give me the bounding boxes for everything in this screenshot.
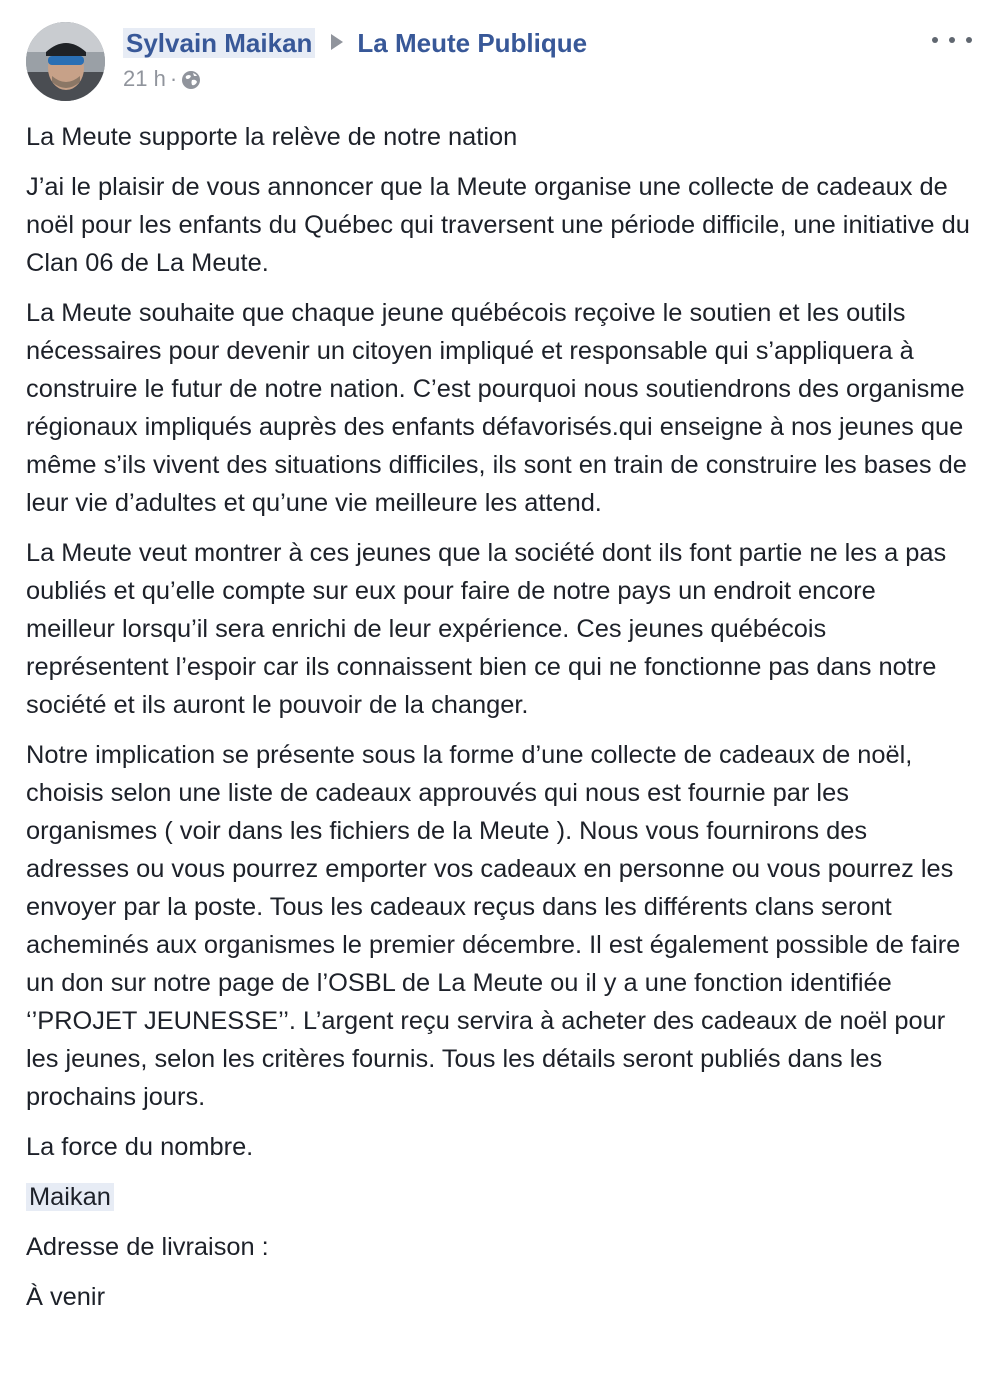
name-line bbox=[123, 26, 587, 60]
post-meta bbox=[123, 66, 587, 96]
mention-line bbox=[26, 1178, 971, 1216]
avatar[interactable] bbox=[26, 22, 105, 101]
post-paragraph: Notre implication se présente sous la forme d’une collecte de cadeaux de noël, choisis selon une liste de cadeaux approuvés qui nous est fournie par les organismes ( voir dans les fichiers de la Meute ). Nous vous fournirons des adresses ou vous pourrez emporter vos cadeaux en personne ou vous pourrez les envoyer par la poste. Tous les cadeaux reçus dans les différents clans seront acheminés aux organismes le premier décembre. Il est également possible de faire un don sur notre page de l’OSBL de La Meute ou il y a une fonction identifiée ‘’PROJET JEUNESSE’’. L’argent reçu servira à acheter des cadeaux de noël pour les jeunes, selon les critères fournis. Tous les détails seront publiés dans les prochains jours. bbox=[26, 741, 961, 1111]
post-paragraph: La Meute souhaite que chaque jeune québécois reçoive le soutien et les outils nécessaires pour devenir un citoyen impliqué et responsable qui s’appliquera à construire le futur de notre nation. C’est pourquoi nous soutiendrons des organisme régionaux impliqués auprès des enfants défavorisés.qui enseigne à nos jeunes que même s’ils vivent des situations difficiles, ils sont en train de construire les bases de leur vie d’adultes et qu’une vie meilleure les attend. bbox=[26, 299, 967, 517]
address-value: À venir bbox=[26, 1283, 106, 1311]
more-dot bbox=[949, 37, 955, 43]
author-name-link[interactable]: Sylvain Maikan bbox=[123, 28, 315, 58]
more-options-icon[interactable] bbox=[932, 28, 972, 52]
header-text bbox=[123, 26, 587, 96]
more-dot bbox=[932, 37, 938, 43]
triangle-right-icon bbox=[331, 34, 343, 50]
address-label: Adresse de livraison : bbox=[26, 1233, 269, 1261]
post-paragraph: La Meute veut montrer à ces jeunes que la société dont ils font partie ne les a pas oubliés et qu’elle compte sur eux pour faire de notre pays un endroit encore meilleur lorsqu’il sera enrichi de leur expérience. Ces jeunes québécois représentent l’espoir car ils connaissent bien ce qui ne fonctionne pas dans notre société et ils auront le pouvoir de la changer. bbox=[26, 539, 947, 719]
post-paragraph: La Meute supporte la relève de notre nation bbox=[26, 123, 518, 151]
post-header bbox=[26, 22, 972, 102]
post-paragraph: J’ai le plaisir de vous annoncer que la Meute organise une collecte de cadeaux de noël pour les enfants du Québec qui traversent une période difficile, une initiative du Clan 06 de La Meute. bbox=[26, 173, 970, 277]
post-timestamp[interactable]: 21 h bbox=[123, 66, 166, 91]
mention-link[interactable]: Maikan bbox=[26, 1183, 114, 1211]
globe-icon[interactable] bbox=[181, 70, 201, 96]
avatar-image bbox=[26, 22, 105, 101]
meta-separator: · bbox=[169, 66, 178, 91]
post-paragraph: La force du nombre. bbox=[26, 1133, 254, 1161]
post-body bbox=[26, 118, 971, 1328]
more-dot bbox=[966, 37, 972, 43]
group-name-link[interactable]: La Meute Publique bbox=[357, 28, 588, 58]
